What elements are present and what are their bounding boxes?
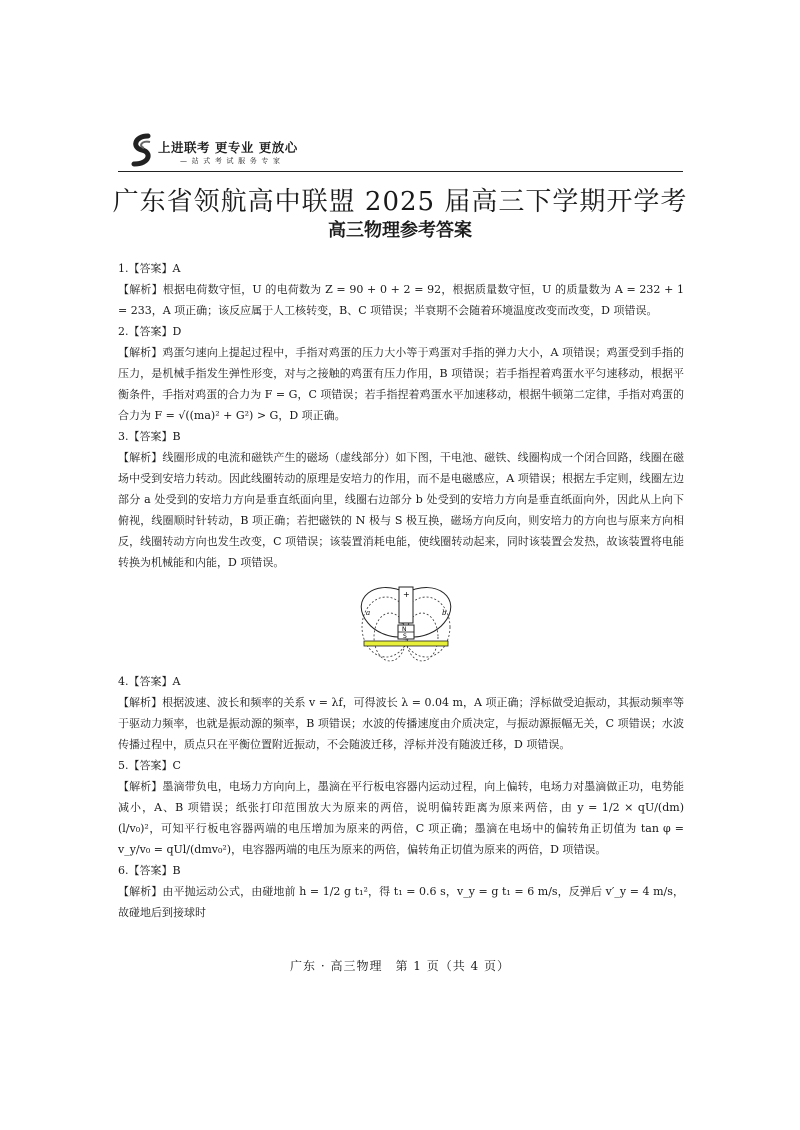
answer-line: 3.【答案】B (118, 430, 181, 443)
analysis-text: 【解析】根据波速、波长和频率的关系 v = λf，可得波长 λ = 0.04 m，A 项正确；浮标做受迫振动，其振动频率等于驱动力频率，也就是振动源的频率，B 项错误；水波的传播速度由介质决定，与振动源振幅无关，C 项错误；水波传播过程中，质点只在平衡位置附近振动，不会随波迁移，浮标并没有随波迁移，D 项错误。 (118, 696, 684, 751)
question-5 (118, 755, 684, 860)
analysis-text: 【解析】由平抛运动公式，由碰地前 h = 1/2 g t₁²，得 t₁ = 0.6 s，v_y = g t₁ = 6 m/s，反弹后 v′_y = 4 m/s，故碰地后到接球时 (118, 885, 684, 919)
figure-label-s: S (403, 633, 407, 640)
answer-line: 5.【答案】C (118, 759, 181, 772)
magnetic-field-figure (346, 579, 466, 671)
document-subtitle: 高三物理参考答案 (328, 220, 472, 241)
analysis-text: 【解析】线圈形成的电流和磁铁产生的磁场（虚线部分）如下图，干电池、磁铁、线圈构成一个闭合回路，线圈在磁场中受到安培力转动。因此线圈转动的原理是安培力的作用，而不是电磁感应，A 项错误；根据左手定则，线圈左边部分 a 处受到的安培力方向是垂直纸面向里，线圈右边部分 b 处受到的安培力方向是垂直纸面向外，因此从上向下俯视，线圈顺时针转动，B 项正确；若把磁铁的 N 极与 S 极互换，磁场方向反向，则安培力的方向也与原来方向相反，线圈转动方向也发生改变，C 项错误；该装置消耗电能，使线圈转动起来，同时该装置会发热，故该装置将电能转换为机械能和内能，D 项错误。 (118, 451, 684, 569)
analysis-text: 【解析】鸡蛋匀速向上提起过程中，手指对鸡蛋的压力大小等于鸡蛋对手指的弹力大小，A 项错误；鸡蛋受到手指的压力，是机械手指发生弹性形变，对与之接触的鸡蛋有压力作用，B 项错误；若手指捏着鸡蛋水平匀速移动，根据平衡条件，手指对鸡蛋的合力为 F = G，C 项错误；若手指捏着鸡蛋水平加速移动，根据牛顿第二定律，手指对鸡蛋的合力为 F = √((ma)² + G²) > G，D 项正确。 (118, 346, 684, 422)
analysis-text: 【解析】墨滴带负电，电场力方向向上，墨滴在平行板电容器内运动过程，向上偏转，电场力对墨滴做正功，电势能减小，A、B 项错误；纸张打印范围放大为原来的两倍，说明偏转距离为原来两倍，由 y = 1/2 × qU/(dm) (l/v₀)²，可知平行板电容器两端的电压增加为原来的两倍，C 项正确；墨滴在电场中的偏转角正切值为 tan φ = v_y/v₀ = qUl/(dmv₀²)，电容器两端的电压为原来的两倍，偏转角正切值为原来的两倍，D 项错误。 (118, 780, 684, 856)
question-3 (118, 426, 684, 671)
analysis-text: 【解析】根据电荷数守恒，U 的电荷数为 Z = 90 + 0 + 2 = 92，根据质量数守恒，U 的质量数为 A = 232 + 1 = 233，A 项正确；该反应属于人工核转变，B、C 项错误；半衰期不会随着环境温度改变而改变，D 项错误。 (118, 283, 684, 317)
logo-slogan: 上进联考 更专业 更放心 (158, 140, 298, 155)
header-divider (118, 171, 683, 172)
page-footer: 广东 · 高三物理 第 1 页（共 4 页） (290, 959, 510, 973)
question-1 (118, 258, 684, 321)
logo-swirl-icon (128, 132, 156, 168)
answer-line: 6.【答案】B (118, 864, 181, 877)
answer-line: 4.【答案】A (118, 675, 181, 688)
answer-content (118, 258, 684, 923)
answer-line: 2.【答案】D (118, 325, 182, 338)
question-2 (118, 321, 684, 426)
logo-tagline: — 站 式 考 试 服 务 专 家 (180, 157, 282, 165)
publisher-logo (128, 132, 298, 172)
question-4 (118, 671, 684, 755)
figure-label-plus: + (403, 590, 410, 599)
figure-label-b: b (442, 609, 447, 617)
document-title: 广东省领航高中联盟 2025 届高三下学期开学考 (112, 187, 688, 217)
figure-label-a: a (366, 609, 371, 617)
figure-label-n: N (402, 626, 407, 633)
answer-line: 1.【答案】A (118, 262, 181, 275)
question-6 (118, 860, 684, 923)
